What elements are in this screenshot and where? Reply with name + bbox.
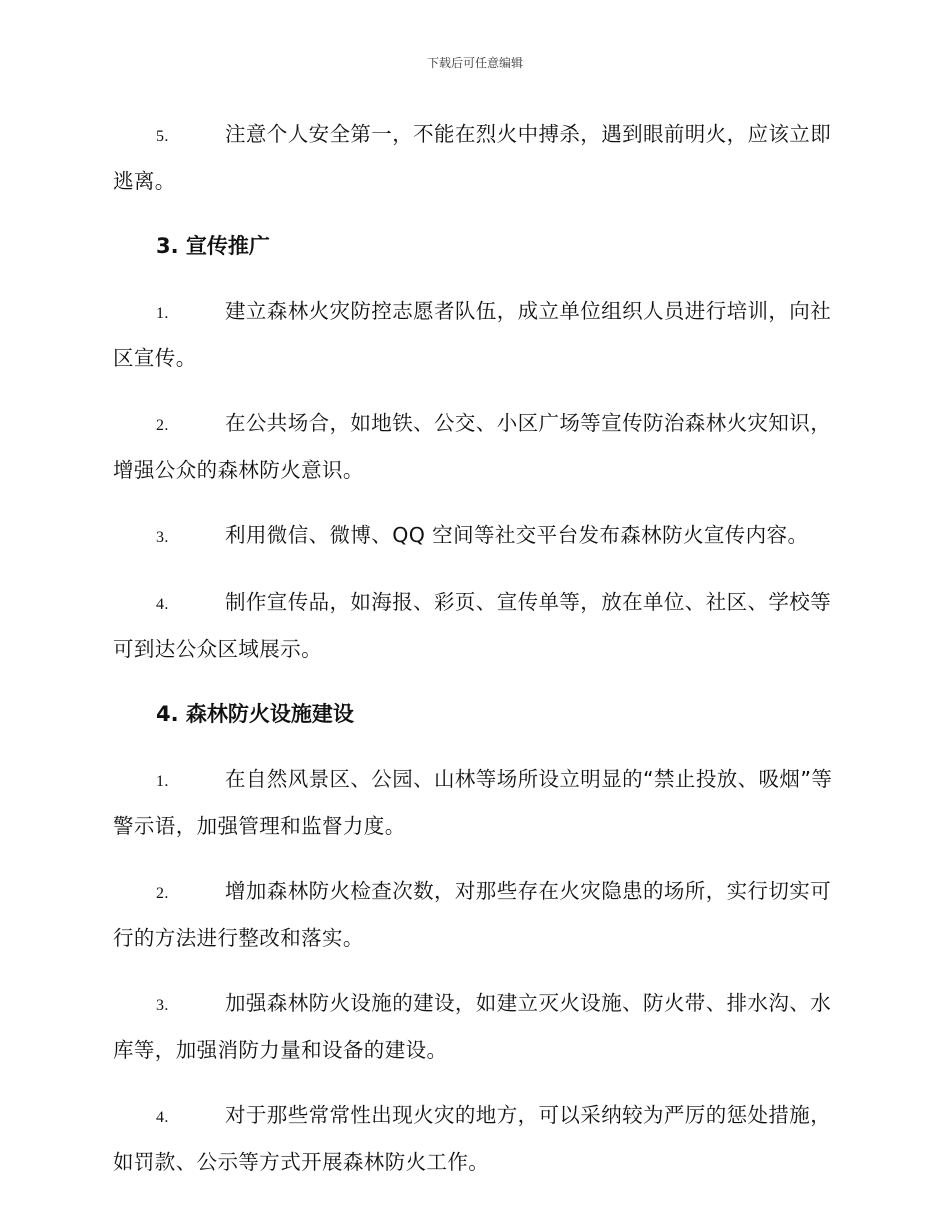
item-text: 增加森林防火检查次数，对那些存在火灾隐患的场所，实行切实可行的方法进行整改和落实。 — [113, 879, 832, 950]
item-text: 制作宣传品，如海报、彩页、宣传单等，放在单位、社区、学校等可到达公众区域展示。 — [113, 590, 832, 661]
list-item — [113, 513, 835, 560]
list-item — [113, 869, 835, 961]
list-item — [113, 112, 835, 204]
item-text: 对于那些常常性出现火灾的地方，可以采纳较为严厉的惩处措施，如罚款、公示等方式开展森林防火工作。 — [113, 1103, 832, 1174]
item-text: 在自然风景区、公园、山林等场所设立明显的“禁止投放、吸烟”等警示语，加强管理和监督力度。 — [113, 767, 833, 838]
item-text: 建立森林火灾防控志愿者队伍，成立单位组织人员进行培训，向社区宣传。 — [113, 299, 832, 370]
item-number: 2. — [156, 885, 169, 902]
list-item — [113, 580, 835, 672]
item-number: 3. — [156, 529, 169, 546]
page-header: 下载后可任意编辑 — [426, 56, 523, 70]
item-text: 加强森林防火设施的建设，如建立灭火设施、防火带、排水沟、水库等，加强消防力量和设备的建设。 — [113, 991, 832, 1062]
item-number: 4. — [156, 596, 169, 613]
list-item — [113, 757, 835, 849]
item-number: 2. — [156, 417, 169, 434]
item-text: 在公共场合，如地铁、公交、小区广场等宣传防治森林火灾知识，增强公众的森林防火意识。 — [113, 411, 832, 482]
section-heading: 4. 森林防火设施建设 — [156, 702, 354, 726]
list-item — [113, 289, 835, 381]
item-number: 1. — [156, 305, 169, 322]
item-number: 3. — [156, 997, 169, 1014]
item-number: 1. — [156, 773, 169, 790]
item-text: 利用微信、微博、QQ 空间等社交平台发布森林防火宣传内容。 — [225, 523, 809, 547]
document-body — [113, 112, 835, 1205]
item-number: 5. — [156, 128, 169, 145]
list-item — [113, 1093, 835, 1185]
item-text: 注意个人安全第一，不能在烈火中搏杀，遇到眼前明火，应该立即逃离。 — [113, 122, 832, 193]
list-item — [113, 981, 835, 1073]
list-item — [113, 401, 835, 493]
section-heading: 3. 宣传推广 — [156, 234, 270, 258]
item-number: 4. — [156, 1109, 169, 1126]
